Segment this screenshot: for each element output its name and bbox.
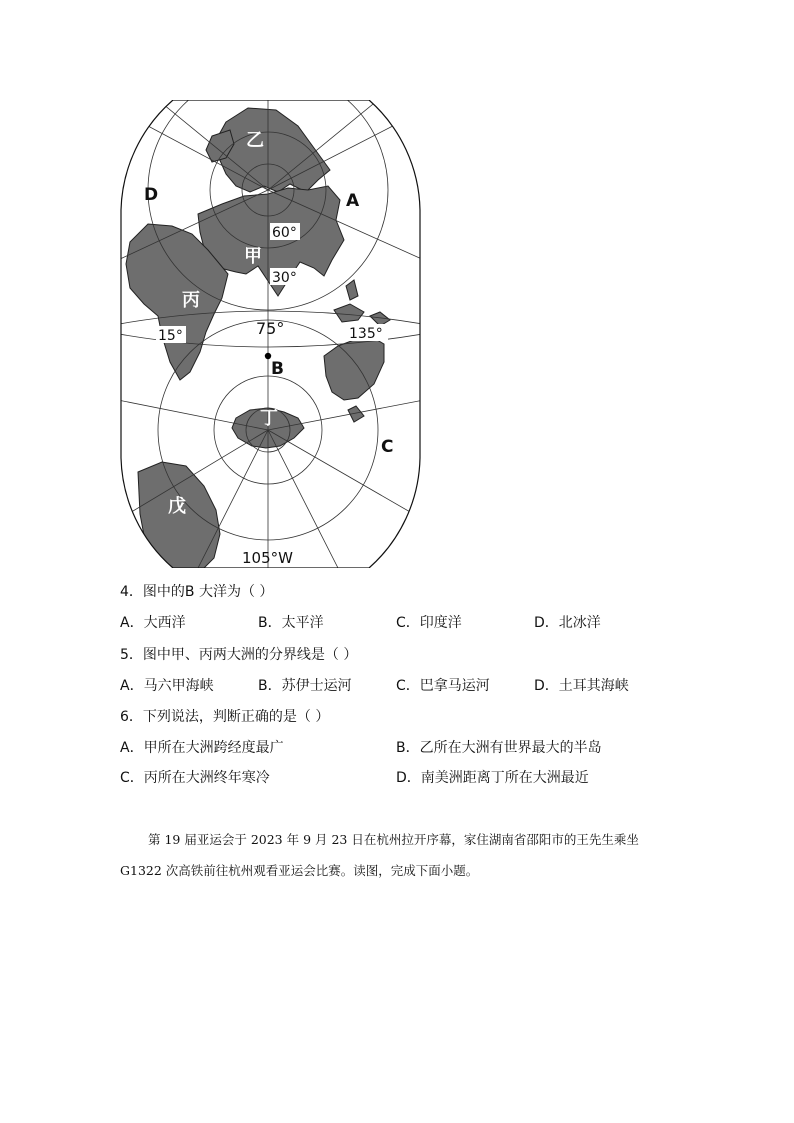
- question-4-option-a: A．大西洋: [120, 615, 186, 631]
- question-5-option-c: C．巴拿马运河: [396, 678, 490, 694]
- question-4-option-c: C．印度洋: [396, 615, 462, 631]
- ocean-label-a: A: [346, 191, 360, 211]
- longitude-label-105w: 105°W: [242, 549, 293, 567]
- question-4-stem: 4．图中的B 大洋为（ ）: [120, 584, 274, 600]
- question-6-option-c: C．丙所在大洲终年寒冷: [120, 770, 270, 786]
- question-6-option-d: D．南美洲距离丁所在大洲最近: [396, 770, 589, 786]
- ocean-label-c: C: [381, 437, 394, 457]
- question-6-option-b: B．乙所在大洲有世界最大的半岛: [396, 740, 602, 756]
- passage-line-1: 第 19 届亚运会于 2023 年 9 月 23 日在杭州拉开序幕，家住湖南省邵阳市的王先生乘坐: [148, 832, 639, 847]
- longitude-label-135: 135°: [349, 326, 383, 342]
- question-4-option-b: B．太平洋: [258, 615, 324, 631]
- ocean-label-d: D: [144, 185, 159, 205]
- australia-shape: [324, 336, 384, 400]
- longitude-label-15: 15°: [158, 328, 183, 344]
- continent-label-jia: 甲: [244, 246, 262, 267]
- ocean-label-b: B: [271, 359, 284, 379]
- continent-label-wu: 戊: [168, 496, 186, 517]
- continent-label-bing: 丙: [182, 290, 200, 311]
- longitude-label-75: 75°: [256, 319, 285, 338]
- question-6-stem: 6．下列说法，判断正确的是（ ）: [120, 709, 330, 725]
- world-map-figure: [118, 100, 424, 568]
- continent-yi-shape: [216, 108, 330, 192]
- question-5-option-b: B．苏伊士运河: [258, 678, 352, 694]
- latitude-label-30: 30°: [272, 270, 297, 286]
- latitude-label-60: 60°: [272, 225, 297, 241]
- continent-label-ding: 丁: [260, 408, 278, 429]
- passage-line-2: G1322 次高铁前往杭州观看亚运会比赛。读图，完成下面小题。: [120, 863, 479, 878]
- continent-label-yi: 乙: [246, 130, 264, 151]
- question-6-option-a: A．甲所在大洲跨经度最广: [120, 740, 284, 756]
- question-5-option-d: D．土耳其海峡: [534, 678, 629, 694]
- question-5-stem: 5．图中甲、丙两大洲的分界线是（ ）: [120, 647, 358, 663]
- question-5-option-a: A．马六甲海峡: [120, 678, 214, 694]
- question-4-option-d: D．北冰洋: [534, 615, 601, 631]
